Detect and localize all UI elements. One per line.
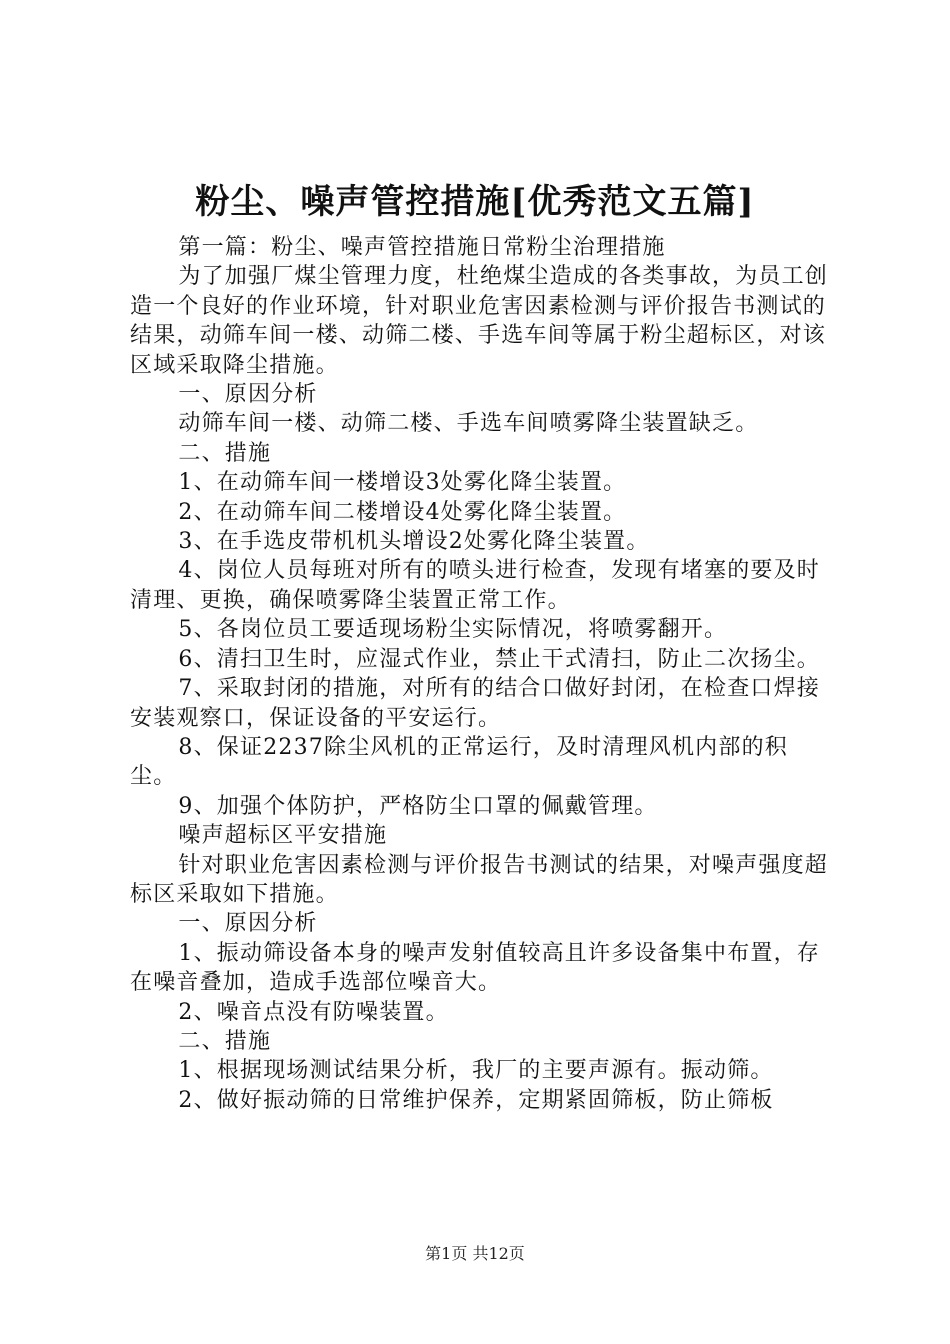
paragraph: 二、措施 (178, 1028, 272, 1054)
paragraph: 一、原因分析 (178, 911, 318, 937)
paragraph: 5、各岗位员工要适现场粉尘实际情况，将喷雾翻开。 (178, 617, 728, 643)
paragraph: 1、振动筛设备本身的噪声发射值较高且许多设备集中布置，存在噪音叠加，造成手选部位噪音大。 (130, 940, 820, 996)
paragraph: 一、原因分析 (178, 382, 318, 408)
paragraph: 为了加强厂煤尘管理力度，杜绝煤尘造成的各类事故，为员工创造一个良好的作业环境，针对职业危害因素检测与评价报告书测试的结果，动筛车间一楼、动筛二楼、手选车间等属于粉尘超标区，对该区域采取降尘措施。 (130, 264, 828, 378)
paragraph: 1、根据现场测试结果分析，我厂的主要声源有。振动筛。 (178, 1058, 774, 1084)
paragraph: 第一篇：粉尘、噪声管控措施日常粉尘治理措施 (178, 235, 666, 260)
paragraph: 2、做好振动筛的日常维护保养，定期紧固筛板，防止筛板 (178, 1087, 774, 1113)
paragraph: 7、采取封闭的措施，对所有的结合口做好封闭，在检查口焊接安装观察口，保证设备的平安运行。 (130, 676, 820, 731)
paragraph: 2、噪音点没有防噪装置。 (178, 999, 449, 1025)
page-number-footer: 第1页 共12页 (425, 1244, 525, 1263)
paragraph: 针对职业危害因素检测与评价报告书测试的结果，对噪声强度超标区采取如下措施。 (130, 852, 828, 907)
paragraph: 8、保证2237除尘风机的正常运行，及时清理风机内部的积尘。 (130, 734, 788, 790)
paragraph: 1、在动筛车间一楼增设3处雾化降尘装置。 (178, 470, 627, 496)
paragraph: 9、加强个体防护，严格防尘口罩的佩戴管理。 (178, 793, 658, 819)
paragraph: 3、在手选皮带机机头增设2处雾化降尘装置。 (178, 529, 650, 555)
paragraph: 6、清扫卫生时，应湿式作业，禁止干式清扫，防止二次扬尘。 (178, 646, 820, 672)
paragraph: 4、岗位人员每班对所有的喷头进行检查，发现有堵塞的要及时清理、更换，确保喷雾降尘装置正常工作。 (130, 558, 820, 613)
paragraph: 动筛车间一楼、动筛二楼、手选车间喷雾降尘装置缺乏。 (178, 411, 759, 437)
paragraph: 噪声超标区平安措施 (178, 823, 388, 849)
document-body (130, 233, 832, 1115)
document-title: 粉尘、噪声管控措施[优秀范文五篇] (195, 182, 755, 222)
paragraph: 二、措施 (178, 440, 272, 466)
paragraph: 2、在动筛车间二楼增设4处雾化降尘装置。 (178, 499, 627, 525)
